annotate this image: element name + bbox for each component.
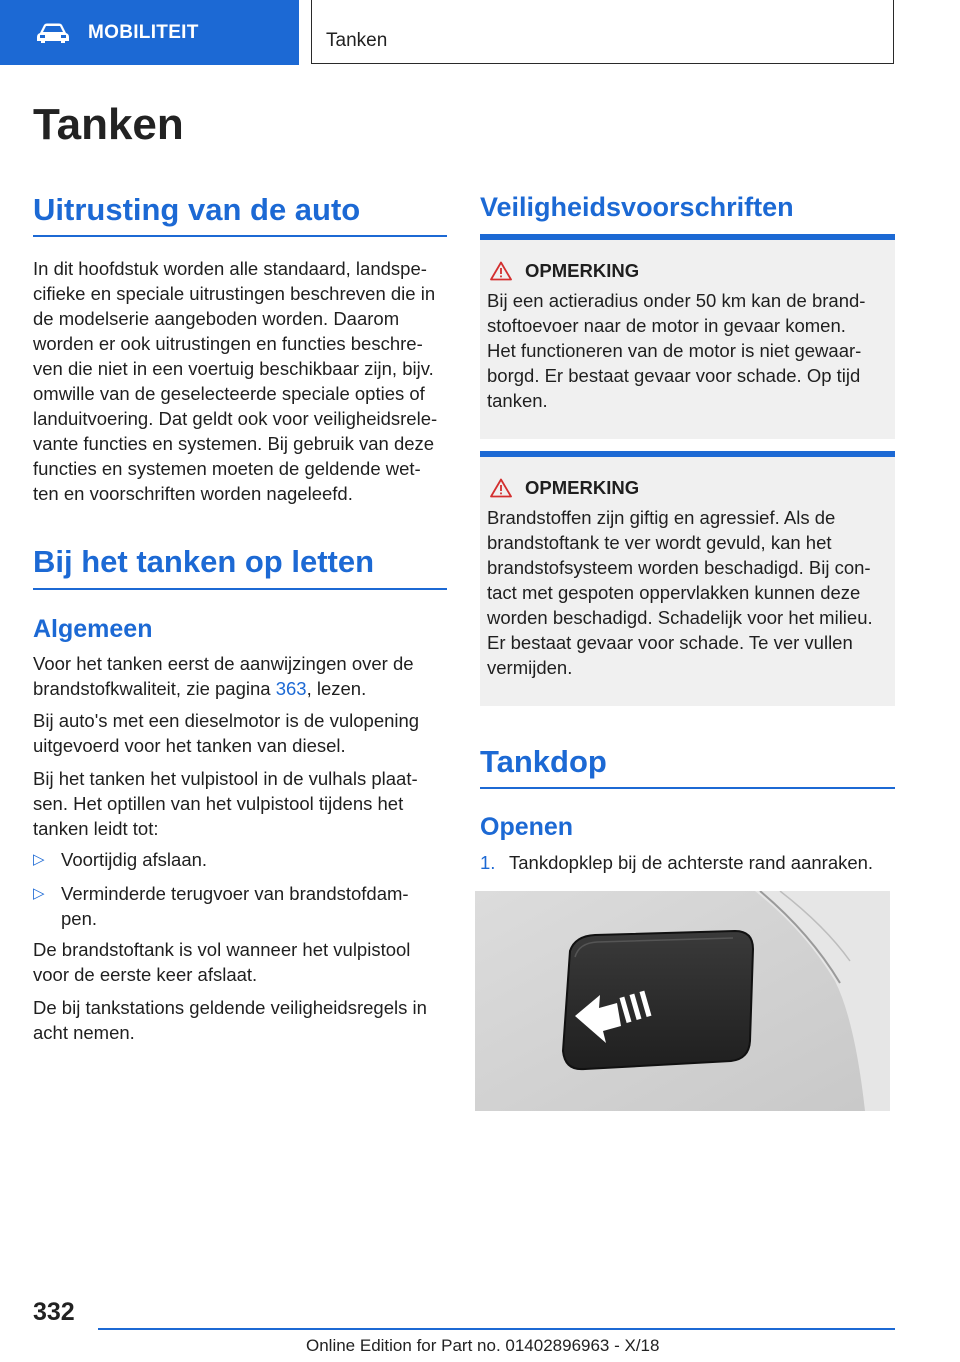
section-tab — [0, 0, 299, 65]
warning-box — [480, 234, 895, 439]
page-link[interactable]: 363 — [275, 678, 307, 699]
heading-general: Algemeen — [33, 615, 153, 643]
fuel-flap-photo — [475, 891, 890, 1111]
chapter-label: Tanken — [326, 30, 388, 51]
general-paragraph-2: Bij auto's met een dieselmotor is de vulopening uitgevoerd voor het tanken van diesel. — [33, 710, 420, 756]
general-paragraph-1: Voor het tanken eerst de aanwijzingen over de brandstofkwaliteit, zie pagina 363, lezen. — [33, 653, 414, 699]
list-item: ▷ Voortijdig afslaan. — [33, 849, 208, 870]
heading-safety: Veiligheidsvoorschriften — [480, 192, 794, 222]
edition-text: Online Edition for Part no. 01402896963 - X/18 — [306, 1336, 660, 1355]
heading-cap: Tankdop — [480, 744, 607, 779]
heading-equipment: Uitrusting van de auto — [33, 192, 361, 227]
warning-triangle-icon — [490, 478, 512, 498]
warning-box — [480, 451, 895, 706]
warning-title: OPMERKING — [525, 260, 640, 281]
step-text: Tankdopklep bij de achterste rand aanraken. — [509, 852, 874, 873]
section-label: MOBILITEIT — [88, 21, 199, 43]
warning-triangle-icon — [490, 261, 512, 281]
warning-text: Brandstoffen zijn giftig en agressief. Als de brandstoftank te ver wordt gevuld, kan het brandstofsysteem worden beschadigd. Bij con- tact met gespoten oppervlakken kunnen deze worden beschadigd. Schadelijk voor het milieu. Er bestaat gevaar voor schade. Te ver vullen vermijden. — [487, 507, 873, 678]
page-title: Tanken — [33, 100, 184, 149]
general-paragraph-3: Bij het tanken het vulpistool in de vulhals plaat- sen. Het optillen van het vulpistool tijdens het tanken leidt tot: — [33, 768, 418, 839]
heading-rule — [33, 588, 447, 590]
heading-refuel: Bij het tanken op letten — [33, 544, 375, 579]
warning-title: OPMERKING — [525, 477, 640, 498]
warning-bar — [480, 234, 895, 240]
car-icon — [36, 22, 70, 44]
equipment-paragraph: In dit hoofdstuk worden alle standaard, landspe- cifieke en speciale uitrustingen beschreven die in de modelserie aangeboden worden. Daarom worden er ook uitrustingen en functies beschre- ven die niet in een voertuig beschikbaar zijn, bijv. omwille van de geselecteerde speciale opties of landuitvoering. Dat geldt ook voor veiligheidsrele- vante functies en systemen. Bij gebruik van deze functies en systemen moeten de geldende wet- ten en voorschriften worden nageleefd. — [33, 258, 438, 504]
warning-bar — [480, 451, 895, 457]
general-paragraph-4: De brandstoftank is vol wanneer het vulpistool voor de eerste keer afslaat. — [33, 939, 411, 985]
page-number: 332 — [33, 1298, 75, 1326]
heading-rule — [480, 787, 895, 789]
bullet-triangle-icon: ▷ — [33, 851, 45, 868]
heading-rule — [33, 235, 447, 237]
heading-open: Openen — [480, 813, 574, 841]
bullet-triangle-icon: ▷ — [33, 885, 45, 902]
general-paragraph-5: De bij tankstations geldende veiligheidsregels in acht nemen. — [33, 997, 427, 1043]
list-item: ▷ Verminderde terugvoer van brandstofdam- pen. — [33, 883, 409, 929]
step-number: 1. — [480, 852, 496, 873]
warning-text: Bij een actieradius onder 50 km kan de brand- stoftoevoer naar de motor in gevaar komen. Het functioneren van de motor is niet gewaar- borgd. Er bestaat gevaar voor schade. Op tijd tanken. — [487, 290, 866, 411]
footer-rule — [98, 1328, 895, 1330]
chapter-header — [311, 0, 894, 64]
